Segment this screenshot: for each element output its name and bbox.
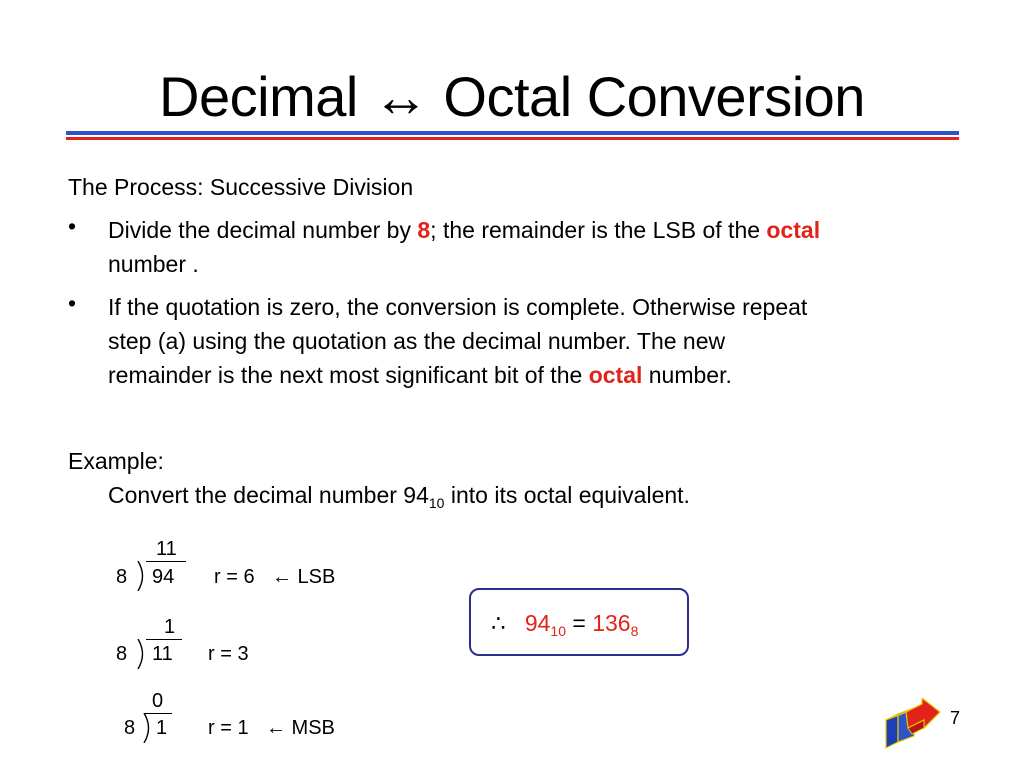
example-base: 10 xyxy=(428,495,445,511)
result-octal-base: 8 xyxy=(630,623,639,639)
bullet-2-line-1: If the quotation is zero, the conversion is complete. Otherwise repeat xyxy=(108,294,808,320)
bullet-1-text-b: ; the remainder is the LSB of the xyxy=(430,217,767,243)
lsb-note: ← LSB xyxy=(272,566,336,588)
dividend: 11 xyxy=(152,643,173,665)
bullet-marker: • xyxy=(68,213,77,239)
bullet-2-text-b: number. xyxy=(642,362,732,388)
bullet-1-line-2: number . xyxy=(108,251,199,277)
division-bracket xyxy=(136,639,148,669)
quotient: 11 xyxy=(156,538,177,560)
slide-title: Decimal ↔ Octal Conversion xyxy=(159,65,865,128)
division-bracket xyxy=(142,713,154,743)
divisor: 8 xyxy=(116,566,128,588)
title-rule-red xyxy=(66,137,959,140)
result-decimal-base: 10 xyxy=(550,623,566,639)
result-decimal-value: 94 xyxy=(524,610,551,636)
therefore-symbol: ∴ xyxy=(491,610,506,636)
example-text-b: into its octal equivalent. xyxy=(444,482,690,508)
result-equation xyxy=(491,610,638,637)
octal-highlight: octal xyxy=(588,362,643,388)
bullet-2-text-a: remainder is the next most significant bit of the xyxy=(108,362,589,388)
bullet-1-text-a: Divide the decimal number by xyxy=(108,217,418,243)
division-bar xyxy=(146,561,186,562)
arrow-blocks-logo-icon xyxy=(884,698,942,750)
bullet-2-line-2: step (a) using the quotation as the decimal number. The new xyxy=(108,328,726,354)
octal-highlight: octal xyxy=(766,217,821,243)
result-decimal xyxy=(524,610,566,639)
page-number: 7 xyxy=(950,708,961,728)
quotient: 1 xyxy=(164,616,176,638)
bullet-2-line-3 xyxy=(108,358,732,392)
dividend: 1 xyxy=(156,717,168,739)
example-text-a: Convert the decimal number 94 xyxy=(108,482,429,508)
bullet-1-line-1 xyxy=(108,213,820,247)
remainder: r = 3 xyxy=(208,643,249,665)
example-label: Example: xyxy=(68,448,164,474)
dividend: 94 xyxy=(152,566,175,588)
divisor: 8 xyxy=(124,717,136,739)
process-heading: The Process: Successive Division xyxy=(68,174,414,200)
example-text xyxy=(108,478,690,512)
result-octal-value: 136 xyxy=(592,610,631,636)
result-octal xyxy=(592,610,639,639)
equals-sign: = xyxy=(572,610,586,636)
bullet-marker: • xyxy=(68,290,77,316)
divisor-highlight: 8 xyxy=(417,217,431,243)
quotient: 0 xyxy=(152,690,164,712)
msb-note: ← MSB xyxy=(266,717,335,739)
result-box xyxy=(469,588,689,656)
remainder: r = 6 xyxy=(214,566,255,588)
division-bracket xyxy=(136,561,148,591)
division-bar xyxy=(146,639,182,640)
divisor: 8 xyxy=(116,643,128,665)
remainder: r = 1 xyxy=(208,717,249,739)
title-rule-blue xyxy=(66,131,959,135)
